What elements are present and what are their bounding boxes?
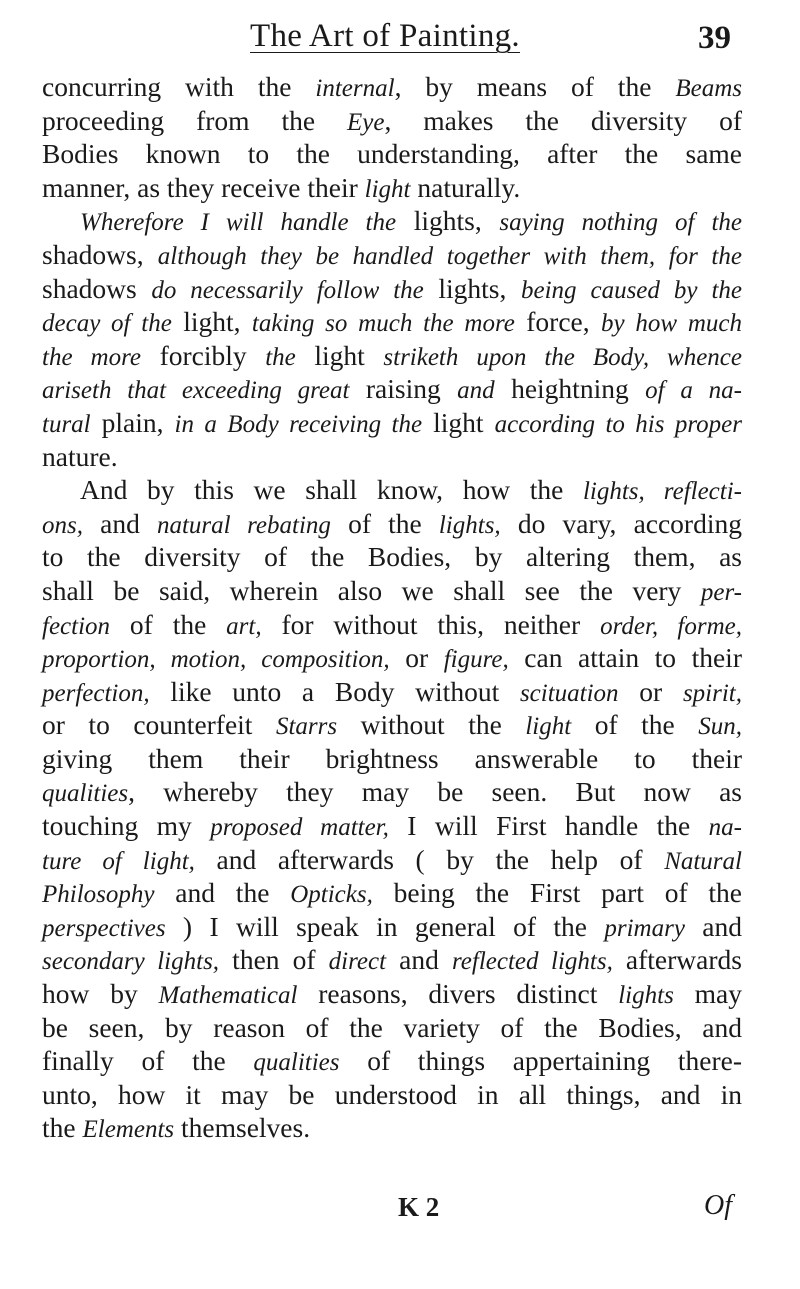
italic-run: order, forme, xyxy=(600,612,742,640)
page-footer xyxy=(0,1192,800,1232)
text-line xyxy=(42,809,742,843)
text-line xyxy=(42,339,742,373)
italic-run: decay of the xyxy=(42,310,172,338)
catchword: Of xyxy=(704,1190,732,1221)
roman-run: then of xyxy=(219,944,329,976)
text-line xyxy=(42,305,742,339)
roman-run: ) I will speak in general of the xyxy=(165,910,605,942)
italic-run: spirit, xyxy=(682,679,742,707)
italic-run: do necessarily follow the xyxy=(151,276,424,304)
italic-run: perfection, xyxy=(42,679,150,707)
roman-run: reasons, divers distinct xyxy=(297,978,619,1010)
italic-run: of a na- xyxy=(645,377,742,405)
roman-run: of the xyxy=(571,709,699,741)
roman-run: proceeding from the xyxy=(42,104,347,136)
roman-run: and xyxy=(82,507,157,539)
italic-run: na- xyxy=(708,814,742,842)
text-line xyxy=(42,843,742,877)
text-line xyxy=(42,742,742,776)
roman-run: lights, xyxy=(396,205,500,237)
roman-run: , by means of the xyxy=(394,71,676,102)
italic-run: lights, xyxy=(438,511,501,539)
roman-run: be seen, by reason of the variety of the Bodies, and xyxy=(42,1011,742,1043)
roman-run: and xyxy=(684,910,742,942)
italic-run: lights, reflecti- xyxy=(582,478,742,506)
signature-mark: K 2 xyxy=(398,1192,440,1222)
roman-run: , makes the diversity of xyxy=(384,104,743,136)
text-line xyxy=(42,540,742,574)
italic-run: Elements xyxy=(82,1116,175,1144)
italic-run: proportion, motion, composition, xyxy=(42,646,390,674)
roman-run: shadows, xyxy=(42,238,158,270)
italic-run: lights xyxy=(618,982,674,1010)
roman-run: or to counterfeit xyxy=(42,709,276,741)
text-line xyxy=(42,910,742,944)
text-line xyxy=(42,1078,742,1112)
roman-run: unto, how it may be understood in all things, and in xyxy=(42,1078,742,1110)
italic-run: Mathematical xyxy=(158,982,298,1010)
roman-run: heightning xyxy=(494,373,646,405)
text-line xyxy=(42,272,742,306)
italic-run: perspectives xyxy=(42,914,166,942)
text-line xyxy=(42,104,742,138)
italic-run: natural rebating xyxy=(156,511,331,539)
text-line xyxy=(42,775,742,809)
italic-run: direct xyxy=(328,948,387,976)
roman-run: naturally. xyxy=(410,171,521,203)
italic-run: Philosophy xyxy=(42,881,155,909)
roman-run: being the First part of the xyxy=(372,877,742,909)
italic-run: striketh upon the Body, whence xyxy=(383,343,743,371)
roman-run: manner, as they receive their xyxy=(42,171,365,203)
roman-run: touching my xyxy=(42,810,211,842)
roman-run: the xyxy=(42,1112,83,1144)
italic-run: fection xyxy=(42,612,111,640)
roman-run: how by xyxy=(42,978,159,1010)
italic-run: ariseth that exceeding great xyxy=(42,377,350,405)
roman-run: do vary, according xyxy=(500,507,742,539)
italic-run: Eye xyxy=(346,108,385,136)
text-line xyxy=(42,943,742,977)
roman-run: finally of the xyxy=(42,1045,254,1077)
roman-run: themselves. xyxy=(174,1112,311,1144)
italic-run: by how much xyxy=(601,310,742,338)
italic-run: per- xyxy=(700,578,742,606)
roman-run: to the diversity of the Bodies, by altering them, as xyxy=(42,541,742,573)
page-number: 39 xyxy=(698,20,731,56)
roman-run: or xyxy=(389,642,444,674)
roman-run: force, xyxy=(514,306,602,338)
italic-run: saying nothing of the xyxy=(499,209,742,237)
roman-run: or xyxy=(618,675,683,707)
italic-run: Opticks, xyxy=(290,881,373,909)
roman-run: light xyxy=(295,339,384,371)
italic-run: primary xyxy=(604,914,685,942)
running-head: The Art of Painting. xyxy=(250,18,520,54)
text-line xyxy=(42,507,742,541)
roman-run: and xyxy=(386,944,452,976)
roman-run: without the xyxy=(337,709,526,741)
roman-run: for without this, neither xyxy=(261,608,601,640)
body-text xyxy=(42,70,742,1145)
text-line xyxy=(42,675,742,709)
italic-run: taking so much the more xyxy=(251,310,515,338)
italic-run: Starrs xyxy=(275,713,338,741)
text-line xyxy=(42,238,742,272)
italic-run: and xyxy=(457,377,495,405)
italic-run: ture of light, xyxy=(42,847,195,875)
roman-run: of the xyxy=(110,608,227,640)
italic-run: qualities xyxy=(253,1049,340,1077)
roman-run: shall be said, wherein also we shall see the very xyxy=(42,574,701,606)
text-line xyxy=(42,708,742,742)
roman-run: shadows xyxy=(42,272,152,304)
italic-run: internal xyxy=(315,75,395,102)
text-line xyxy=(42,1111,742,1145)
italic-run: qualities xyxy=(42,780,129,808)
roman-run: lights, xyxy=(423,272,521,304)
text-line xyxy=(42,1044,742,1078)
italic-run: tural xyxy=(42,410,91,438)
italic-run: Wherefore I will handle the xyxy=(80,209,397,237)
text-line xyxy=(42,608,742,642)
roman-run: , whereby they may be seen. But now as xyxy=(128,776,742,808)
italic-run: figure, xyxy=(443,646,509,674)
roman-run: Bodies known to the understanding, after the same xyxy=(42,138,742,170)
roman-run: concurring with the xyxy=(42,71,316,102)
roman-run: giving them their brightness answerable to their xyxy=(42,742,742,774)
text-line xyxy=(42,641,742,675)
page-header xyxy=(0,18,800,68)
roman-run: plain, xyxy=(90,406,175,438)
text-line xyxy=(42,977,742,1011)
roman-run: light, xyxy=(171,306,252,338)
text-line xyxy=(42,440,742,474)
italic-run: secondary lights, xyxy=(42,948,220,976)
text-line xyxy=(42,574,742,608)
italic-run: although they be handled together with them, for the xyxy=(157,242,742,270)
roman-run: may xyxy=(673,978,742,1010)
italic-run: ons, xyxy=(42,511,83,539)
italic-run: reflected lights, xyxy=(451,948,613,976)
italic-run: Beams xyxy=(675,75,742,102)
text-line xyxy=(42,137,742,171)
roman-run: like unto a Body without xyxy=(149,675,520,707)
italic-run: the xyxy=(265,343,296,371)
text-line xyxy=(42,406,742,440)
italic-run: Sun, xyxy=(698,713,742,741)
text-line xyxy=(42,372,742,406)
italic-run: art, xyxy=(226,612,262,640)
text-line xyxy=(42,876,742,910)
italic-run: in a Body receiving the xyxy=(174,410,423,438)
text-line xyxy=(42,171,742,205)
italic-run: proposed matter, xyxy=(210,814,389,842)
roman-run: light xyxy=(422,406,495,438)
text-line xyxy=(42,204,742,238)
italic-run: the more xyxy=(42,343,141,371)
roman-run: forcibly xyxy=(140,339,266,371)
roman-run: of the xyxy=(330,507,439,539)
italic-run: Natural xyxy=(664,847,742,875)
italic-run: light xyxy=(364,175,411,203)
roman-run: of things appertaining there- xyxy=(339,1045,742,1077)
italic-run: light xyxy=(525,713,572,741)
italic-run: according to his proper xyxy=(494,410,742,438)
roman-run: nature. xyxy=(42,440,118,472)
roman-run: raising xyxy=(349,373,458,405)
roman-run: And by this we shall know, how the xyxy=(80,474,583,506)
text-line xyxy=(42,1011,742,1045)
roman-run: afterwards xyxy=(612,944,742,976)
roman-run: can attain to their xyxy=(508,642,742,674)
roman-run: and afterwards ( by the help of xyxy=(194,843,665,875)
text-line xyxy=(42,473,742,507)
roman-run: I will First handle the xyxy=(388,810,709,842)
italic-run: scituation xyxy=(519,679,619,707)
italic-run: being caused by the xyxy=(520,276,742,304)
text-line xyxy=(42,70,742,104)
roman-run: and the xyxy=(154,877,291,909)
